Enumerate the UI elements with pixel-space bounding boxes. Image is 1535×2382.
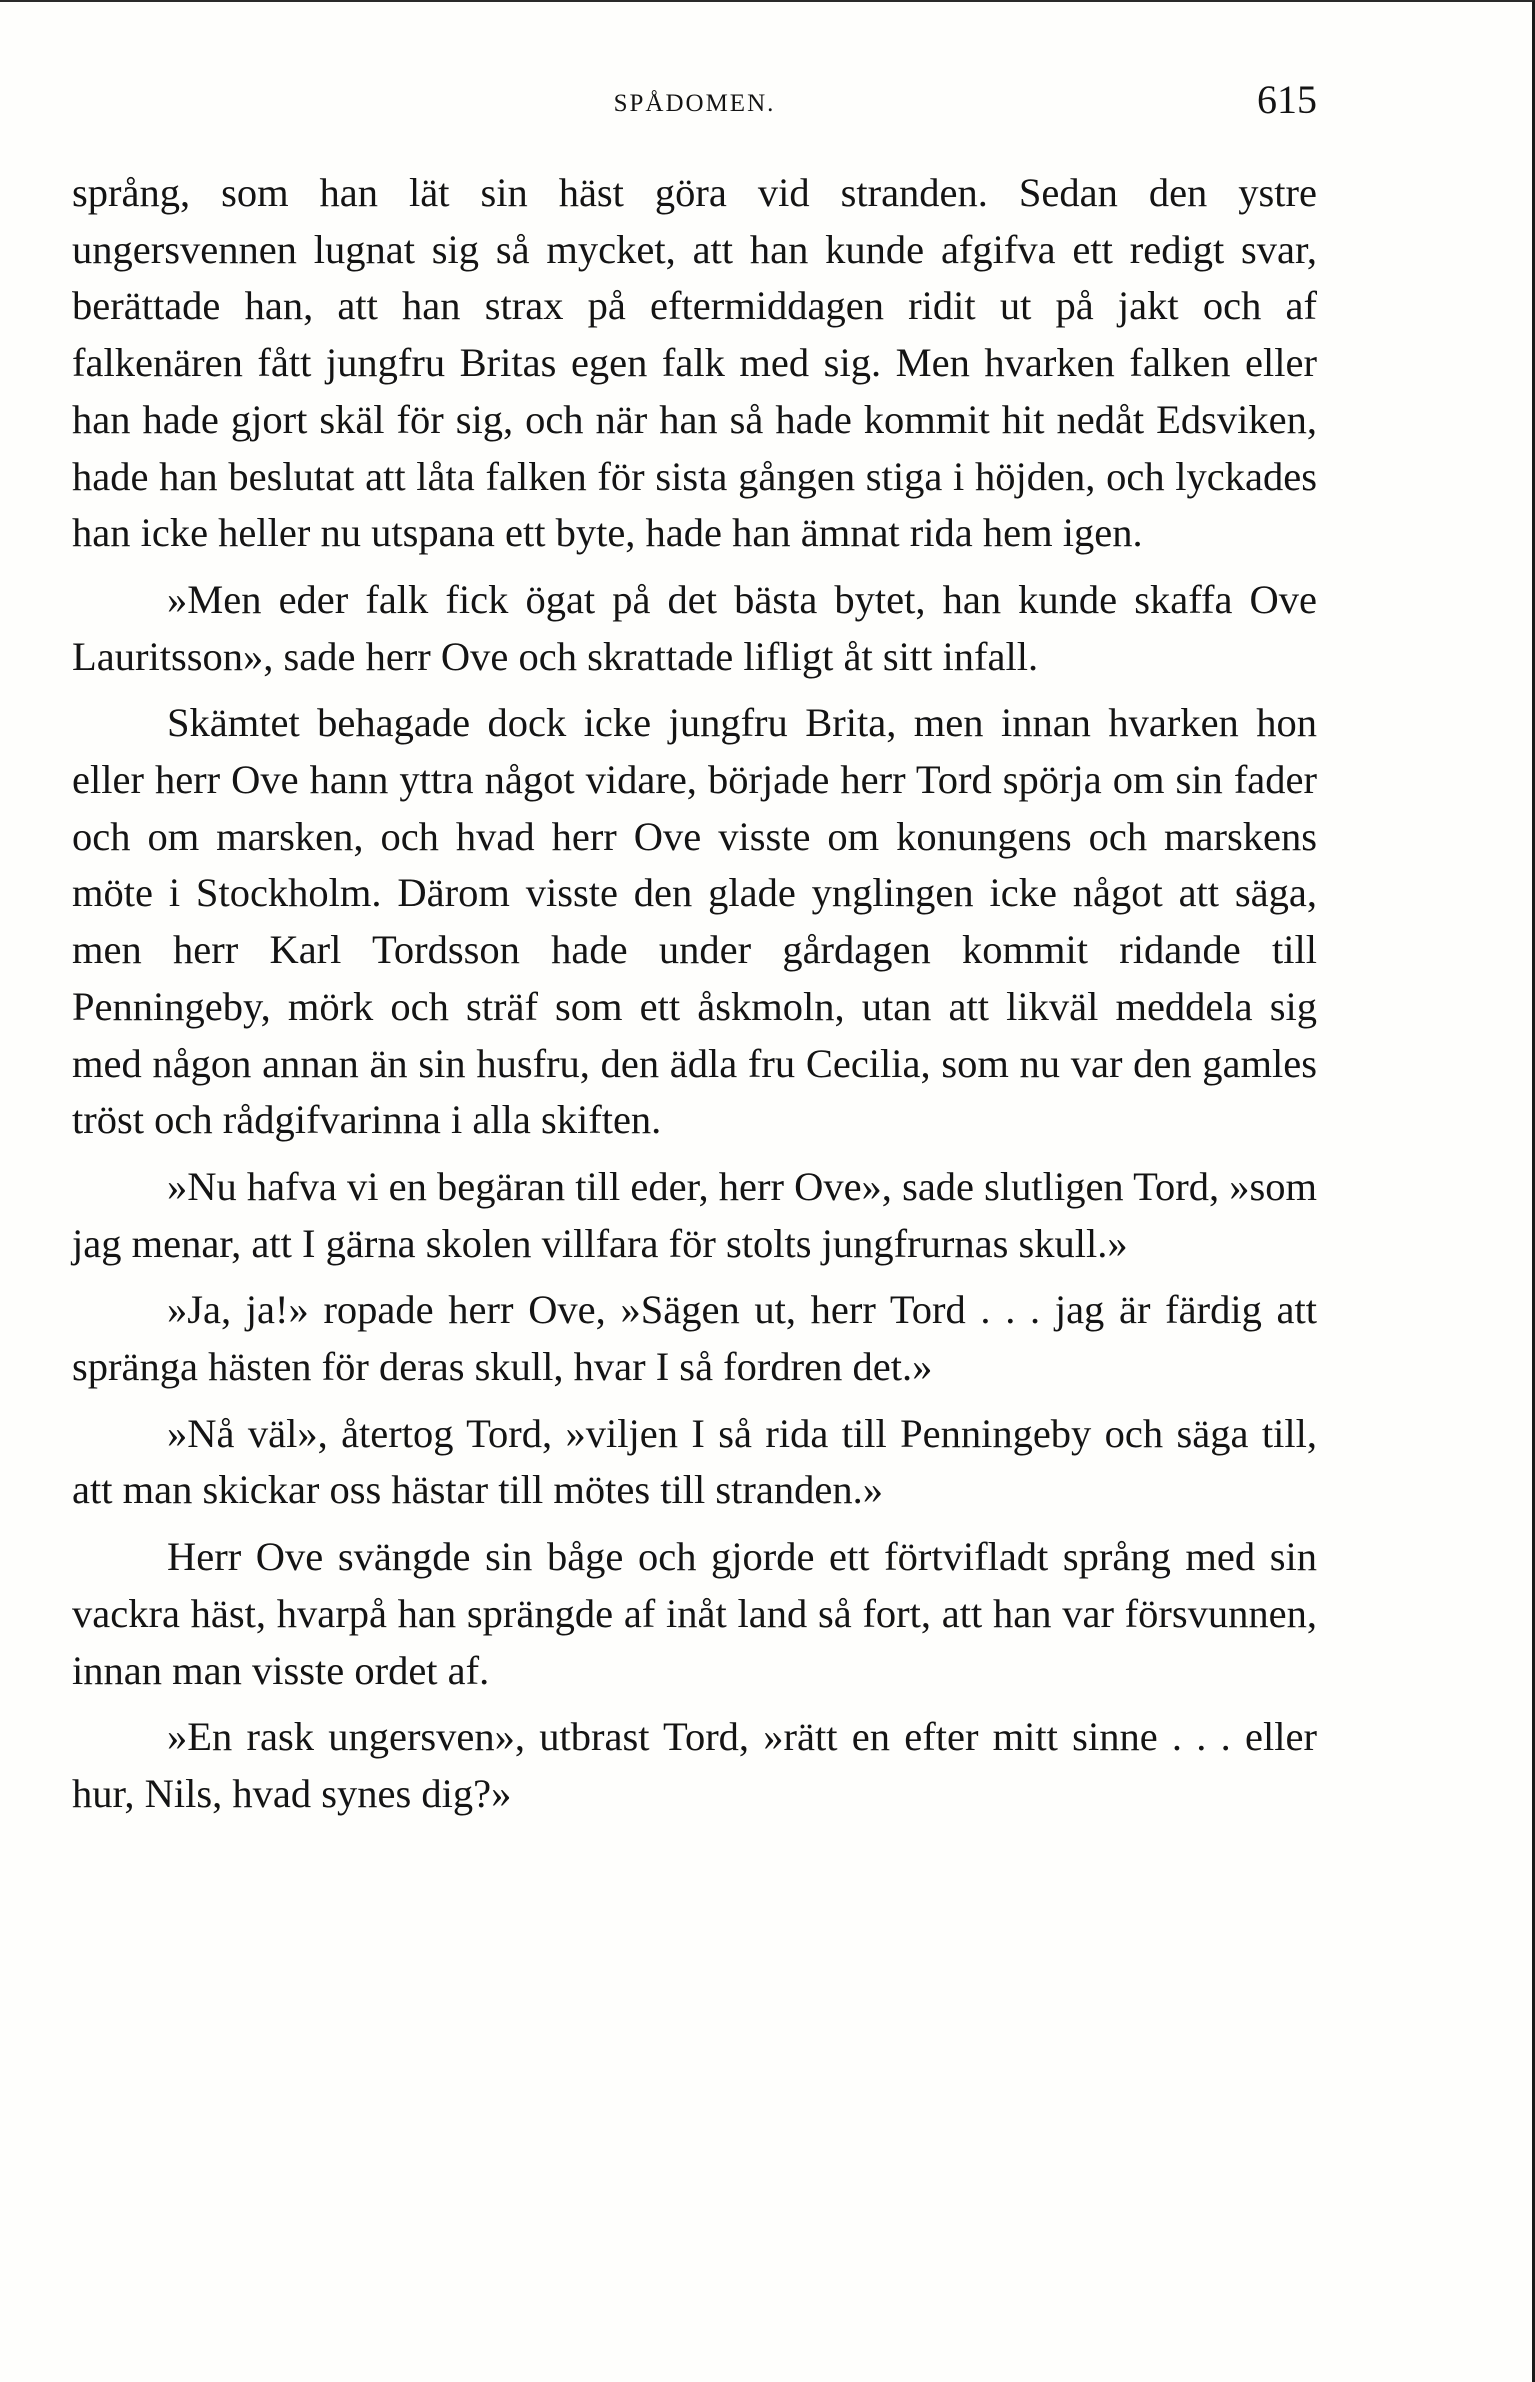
- body-text: [72, 165, 1317, 1833]
- paragraph-6: »Nå väl», återtog Tord, »viljen I så rida till Penningeby och säga till, att man skickar oss hästar till mötes till stranden.»: [72, 1410, 1317, 1513]
- paragraph-1: språng, som han lät sin häst göra vid stranden. Sedan den ystre ungersvennen lugnat sig så mycket, att han kunde afgifva ett redigt svar, berättade han, att han strax på eftermiddagen ridit ut på jakt och af falkenären fått jungfru Britas egen falk med sig. Men hvarken falken eller han hade gjort skäl för sig, och när han så hade kommit hit nedåt Edsviken, hade han beslutat att låta falken för sista gången stiga i höjden, och lyckades han icke heller nu utspana ett byte, hade han ämnat rida hem igen.: [72, 170, 1317, 556]
- page-header: [72, 77, 1317, 140]
- paragraph-2: »Men eder falk fick ögat på det bästa bytet, han kunde skaffa Ove Lauritsson», sade herr Ove och skrattade lifligt åt sitt infall.: [72, 576, 1317, 679]
- paragraph-4: »Nu hafva vi en begäran till eder, herr Ove», sade slutligen Tord, »som jag menar, att I gärna skolen villfara för stolts jungfrurnas skull.»: [72, 1163, 1317, 1266]
- paragraph-8: »En rask ungersven», utbrast Tord, »rätt en efter mitt sinne . . . eller hur, Nils, hvad synes dig?»: [72, 1714, 1317, 1816]
- paragraph-5: »Ja, ja!» ropade herr Ove, »Sägen ut, herr Tord . . . jag är färdig att spränga hästen för deras skull, hvar I så fordren det.»: [72, 1287, 1317, 1390]
- paragraph-7: Herr Ove svängde sin båge och gjorde ett förtvifladt språng med sin vackra häst, hvarpå han sprängde af inåt land så fort, att han var försvunnen, innan man visste ordet af.: [72, 1534, 1317, 1693]
- page-number: 615: [1257, 77, 1317, 122]
- paragraph-3: Skämtet behagade dock icke jungfru Brita, men innan hvarken hon eller herr Ove hann yttra något vidare, började herr Tord spörja om sin fader och om marsken, och hvad herr Ove visste om konungens och marskens möte i Stockholm. Därom visste den glade ynglingen icke något att säga, men herr Karl Tordsson hade under gårdagen kommit ridande till Penningeby, mörk och sträf som ett åskmoln, utan att likväl meddela sig med någon annan än sin husfru, den ädla fru Cecilia, som nu var den gamles tröst och rådgifvarinna i alla skiften.: [72, 700, 1317, 1143]
- running-title: SPÅDOMEN.: [613, 90, 776, 117]
